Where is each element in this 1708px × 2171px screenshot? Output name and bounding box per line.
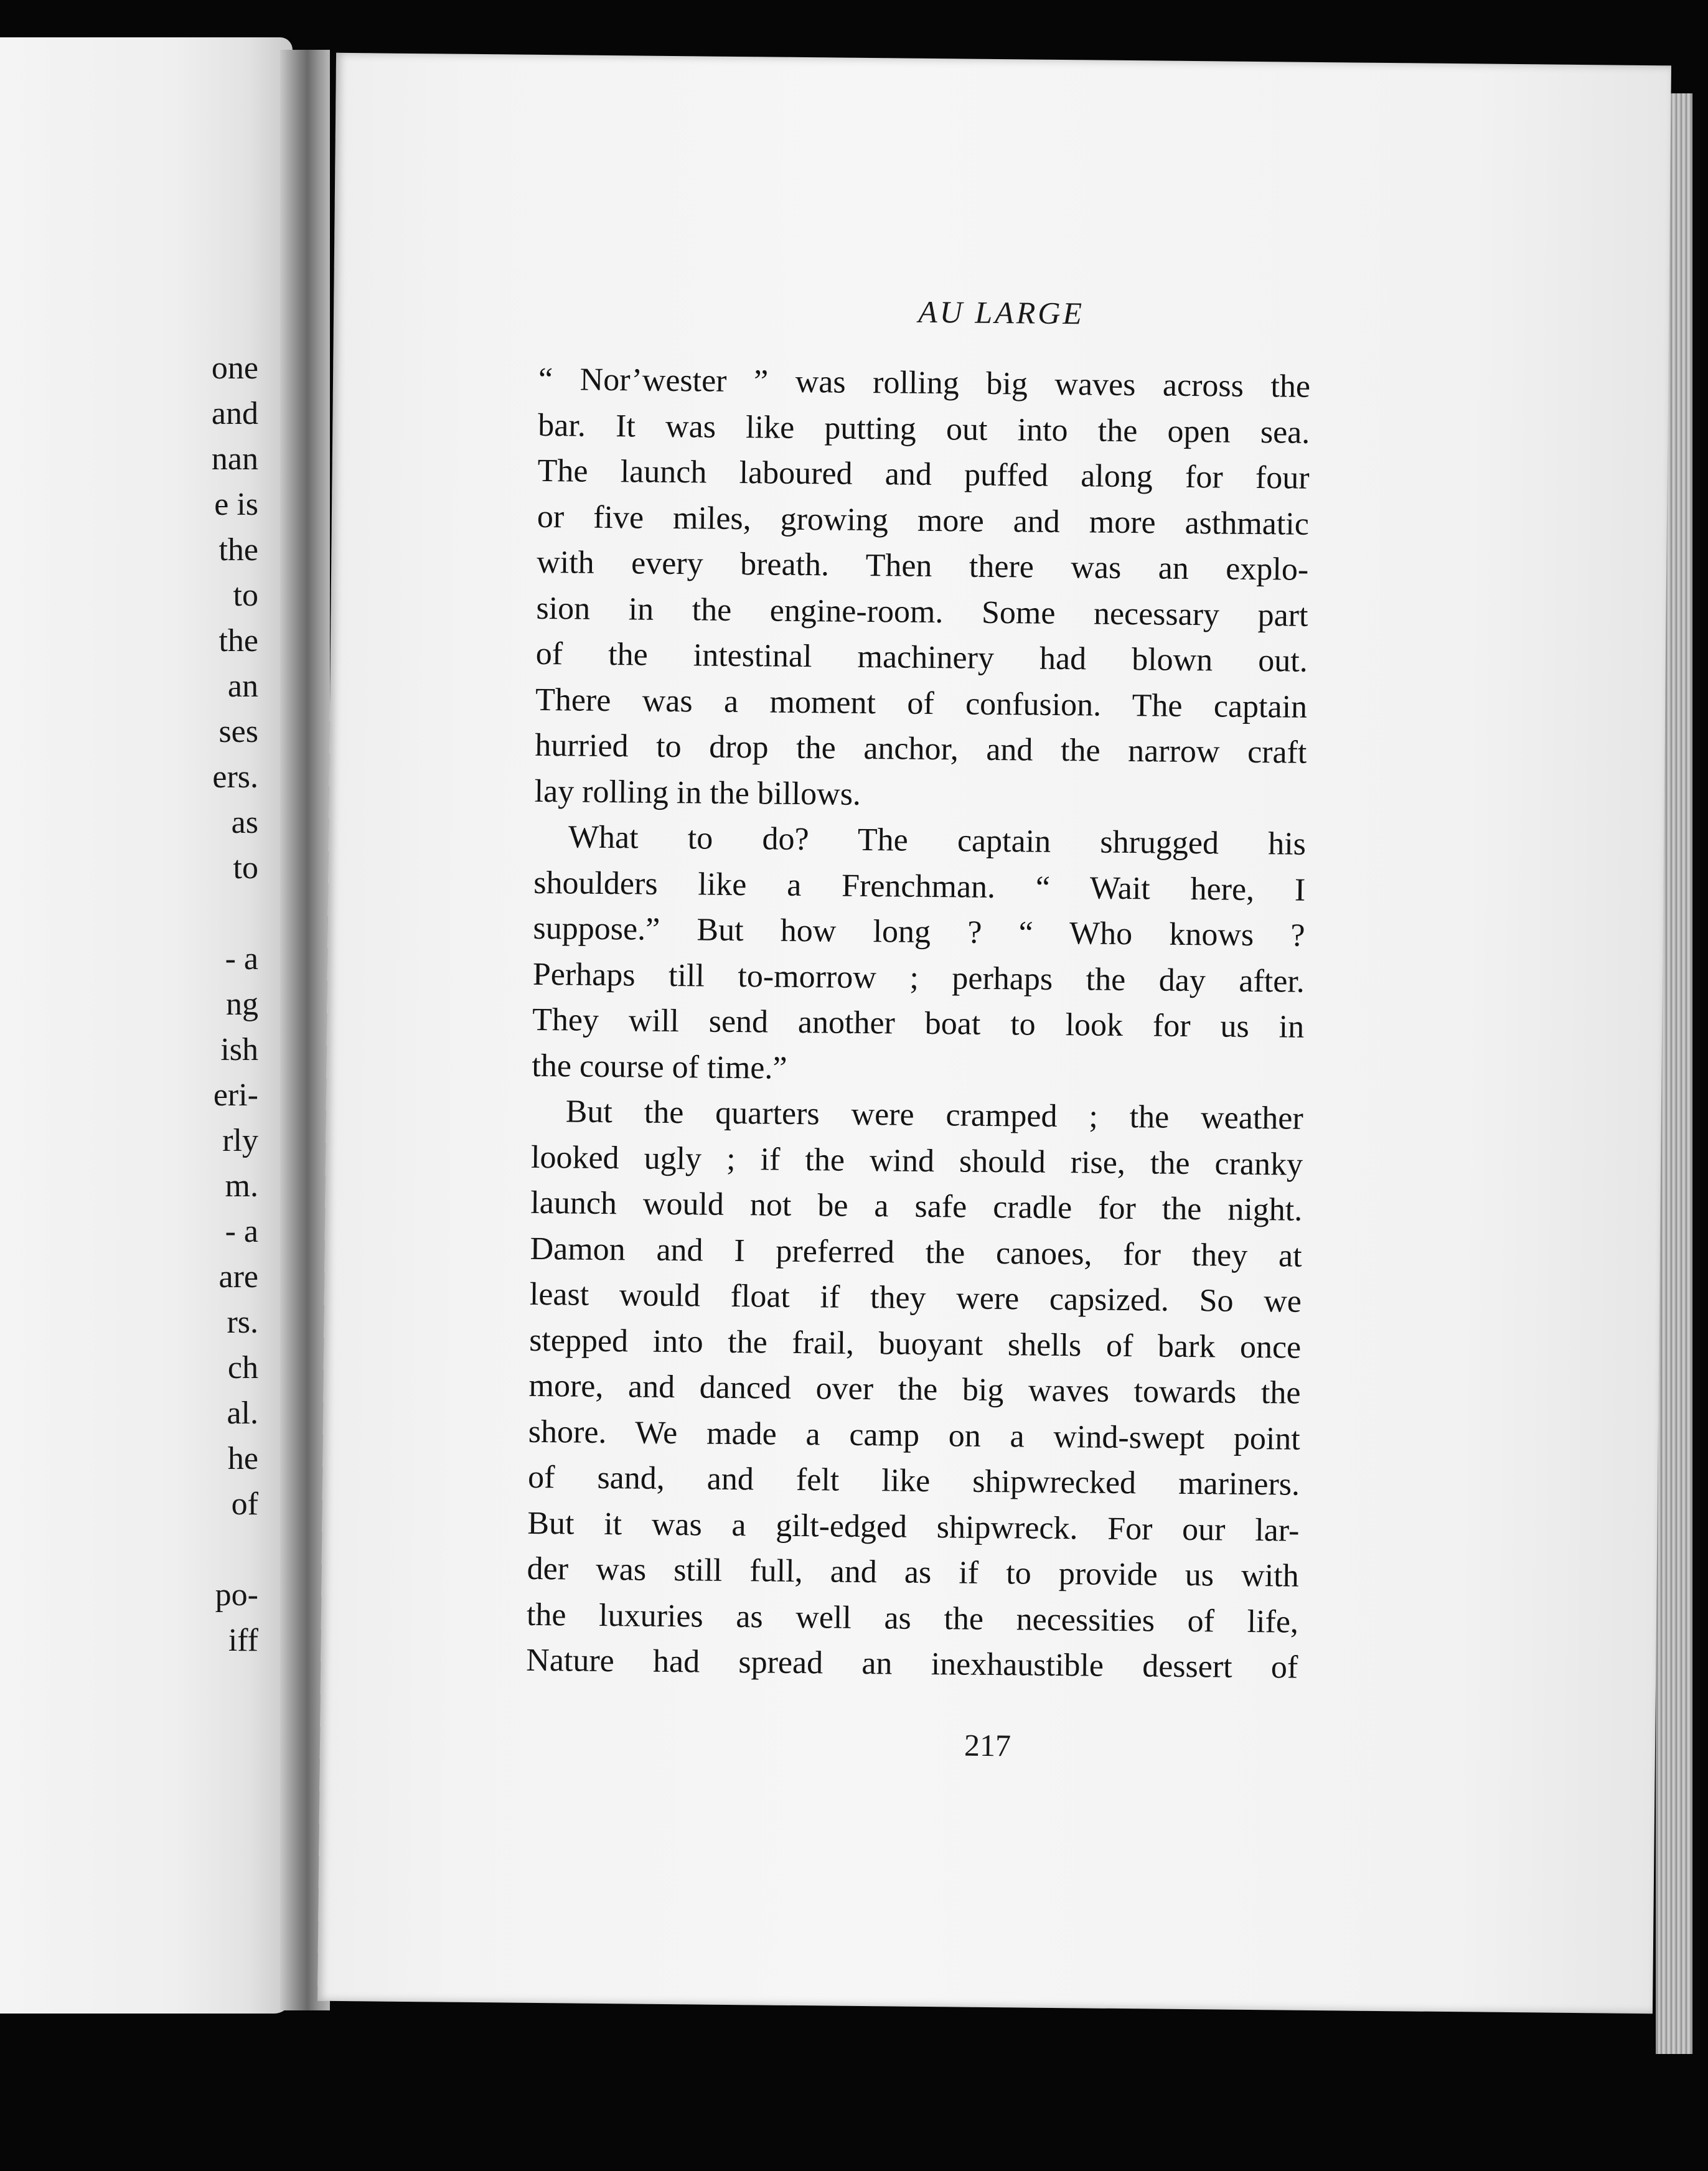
left-fragment: al.: [227, 1395, 258, 1431]
left-fragment: ers.: [212, 759, 258, 795]
text-line: stepped into the frail, buoyant shells of bark once: [528, 1322, 1302, 1366]
left-fragment: eri-: [213, 1077, 258, 1113]
left-fragment: are: [218, 1259, 258, 1295]
text-line: the luxuries as well as the necessities of life,: [526, 1597, 1299, 1640]
text-line: “ Nor’wester ” was rolling big waves across the: [538, 361, 1311, 405]
left-fragment: to: [233, 578, 258, 613]
text-line: bar. It was like putting out into the open sea.: [538, 407, 1310, 451]
text-line: But it was a gilt-edged shipwreck. For our lar-: [527, 1505, 1300, 1549]
left-fragment: ses: [218, 714, 258, 749]
text-line: Perhaps till to-morrow ; perhaps the day after.: [532, 956, 1305, 1000]
left-fragment: an: [227, 668, 258, 704]
text-line: least would float if they were capsized. So we: [529, 1276, 1302, 1320]
text-line: with every breath. Then there was an explo-: [536, 544, 1309, 588]
left-fragment: [212, 891, 258, 936]
text-line: of the intestinal machinery had blown out.: [535, 635, 1308, 679]
left-fragment: he: [227, 1441, 258, 1476]
text-line: shoulders like a Frenchman. “ Wait here, I: [533, 865, 1306, 908]
left-fragment: - a: [225, 1214, 258, 1249]
left-fragment: rly: [222, 1123, 258, 1158]
left-fragment: po-: [215, 1577, 258, 1613]
text-line: der was still full, and as if to provide us with: [527, 1550, 1299, 1594]
text-line: shore. We made a camp on a wind-swept point: [528, 1414, 1301, 1457]
text-line: of sand, and felt like shipwrecked mariners.: [527, 1459, 1300, 1503]
left-fragment: [212, 1527, 258, 1572]
left-fragment: of: [231, 1486, 258, 1522]
left-page-text: [212, 345, 258, 1663]
left-fragment: iff: [228, 1623, 258, 1658]
text-line: hurried to drop the anchor, and the narrow craft: [535, 727, 1307, 771]
left-fragment: nan: [211, 441, 258, 477]
left-fragment: e is: [214, 487, 258, 522]
left-fragment: the: [218, 623, 258, 659]
text-line: There was a moment of confusion. The captain: [535, 682, 1308, 725]
text-line: lay rolling in the billows.: [534, 773, 861, 812]
left-fragment: ish: [220, 1032, 258, 1067]
left-fragment: to: [233, 850, 258, 886]
text-line: They will send another boat to look for us in: [532, 1001, 1305, 1045]
left-fragment: ng: [226, 987, 258, 1022]
left-fragment: ch: [227, 1350, 258, 1386]
right-page: [317, 53, 1671, 2014]
running-head: AU LARGE: [917, 294, 1085, 331]
left-fragment: as: [231, 805, 258, 840]
text-line: But the quarters were cramped ; the weather: [565, 1094, 1303, 1137]
body-text: [526, 357, 1310, 1690]
left-page: [0, 37, 293, 2014]
text-line: the course of time.”: [532, 1048, 787, 1086]
text-line: What to do? The captain shrugged his: [568, 819, 1307, 862]
text-line: sion in the engine-room. Some necessary part: [536, 590, 1308, 634]
left-fragment: m.: [225, 1168, 258, 1204]
text-line: The launch laboured and puffed along for four: [537, 452, 1310, 496]
text-line: Damon and I preferred the canoes, for they at: [530, 1231, 1302, 1274]
left-fragment: - a: [225, 941, 258, 977]
text-line: looked ugly ; if the wind should rise, the cranky: [530, 1139, 1303, 1183]
left-fragment: the: [218, 532, 258, 568]
text-line: more, and danced over the big waves towards the: [528, 1367, 1301, 1411]
text-line: or five miles, growing more and more asthmatic: [537, 499, 1310, 542]
left-fragment: rs.: [227, 1305, 258, 1340]
page-number: 217: [964, 1727, 1011, 1763]
left-fragment: one: [211, 350, 258, 386]
text-line: suppose.” But how long ? “ Who knows ?: [533, 910, 1305, 954]
text-line: Nature had spread an inexhaustible dessert of: [526, 1642, 1298, 1686]
text-line: launch would not be a safe cradle for the night.: [530, 1184, 1303, 1228]
left-fragment: and: [211, 396, 258, 431]
